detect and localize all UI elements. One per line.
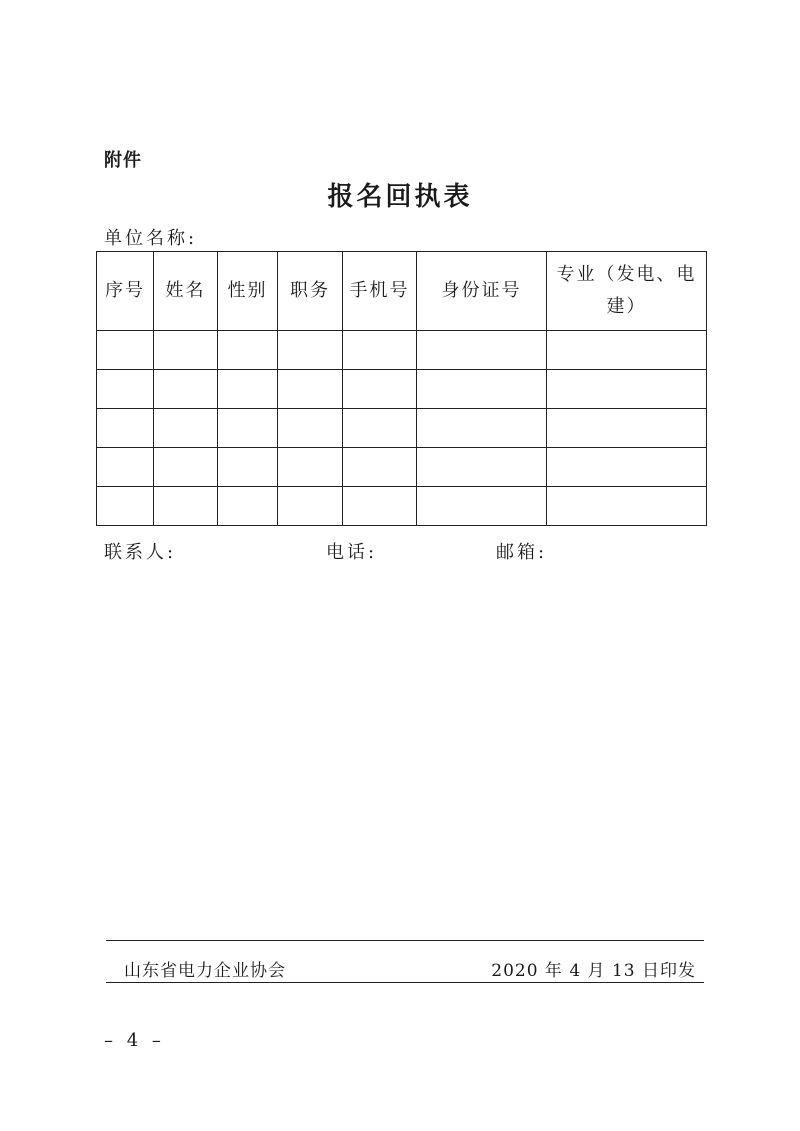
table-cell[interactable] — [278, 448, 343, 487]
header-serial-number: 序号 — [97, 252, 154, 331]
contact-info-row — [104, 538, 704, 564]
table-cell[interactable] — [97, 331, 154, 370]
table-cell[interactable] — [154, 448, 218, 487]
table-cell[interactable] — [417, 409, 547, 448]
table-row — [97, 448, 707, 487]
table-cell[interactable] — [154, 487, 218, 526]
contact-person-label: 联系人: — [104, 542, 177, 563]
header-specialty: 专业（发电、电建） — [547, 252, 707, 331]
table-cell[interactable] — [218, 487, 278, 526]
document-title: 报名回执表 — [327, 182, 473, 212]
table-cell[interactable] — [218, 409, 278, 448]
phone-label: 电话: — [326, 542, 378, 563]
table-row — [97, 487, 707, 526]
table-cell[interactable] — [547, 409, 707, 448]
email-label: 邮箱: — [496, 542, 548, 563]
page-number: – 4 – — [104, 1030, 165, 1051]
table-cell[interactable] — [154, 331, 218, 370]
table-cell[interactable] — [154, 370, 218, 409]
table-cell[interactable] — [343, 331, 417, 370]
table-cell[interactable] — [97, 487, 154, 526]
table-row — [97, 331, 707, 370]
table-cell[interactable] — [417, 448, 547, 487]
table-cell[interactable] — [97, 409, 154, 448]
issue-date: 2020 年 4 月 13 日印发 — [491, 961, 696, 981]
table-cell[interactable] — [547, 331, 707, 370]
table-cell[interactable] — [547, 448, 707, 487]
header-name: 姓名 — [154, 252, 218, 331]
table-cell[interactable] — [343, 487, 417, 526]
table-cell[interactable] — [343, 370, 417, 409]
table-cell[interactable] — [343, 409, 417, 448]
table-cell[interactable] — [278, 331, 343, 370]
table-cell[interactable] — [218, 448, 278, 487]
table-cell[interactable] — [97, 370, 154, 409]
header-mobile-number: 手机号 — [343, 252, 417, 331]
table-cell[interactable] — [278, 370, 343, 409]
header-gender: 性别 — [218, 252, 278, 331]
issuing-organization: 山东省电力企业协会 — [124, 961, 286, 981]
header-position: 职务 — [278, 252, 343, 331]
table-row — [97, 370, 707, 409]
table-header-row — [97, 252, 707, 331]
table-cell[interactable] — [547, 487, 707, 526]
registration-table — [96, 251, 707, 526]
table-cell[interactable] — [218, 370, 278, 409]
footer-top-rule — [106, 940, 704, 941]
table-cell[interactable] — [97, 448, 154, 487]
table-cell[interactable] — [417, 370, 547, 409]
table-cell[interactable] — [218, 331, 278, 370]
table-cell[interactable] — [278, 409, 343, 448]
table-cell[interactable] — [278, 487, 343, 526]
table-cell[interactable] — [417, 331, 547, 370]
table-cell[interactable] — [343, 448, 417, 487]
footer-bottom-rule — [106, 982, 704, 983]
table-cell[interactable] — [417, 487, 547, 526]
header-id-number: 身份证号 — [417, 252, 547, 331]
table-cell[interactable] — [154, 409, 218, 448]
attachment-label: 附件 — [104, 150, 142, 171]
table-cell[interactable] — [547, 370, 707, 409]
unit-name-label: 单位名称: — [104, 228, 198, 249]
table-row — [97, 409, 707, 448]
